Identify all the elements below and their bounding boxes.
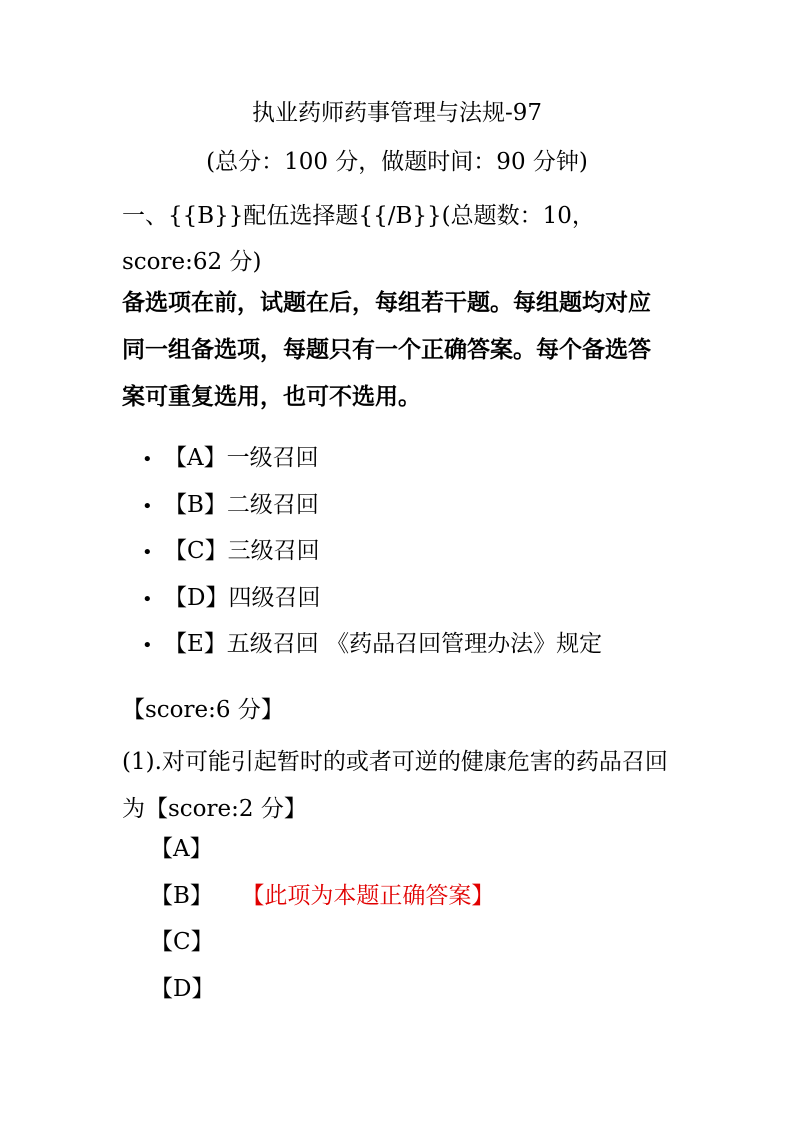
option-text: 【B】二级召回	[164, 491, 319, 518]
answer-label: 【B】	[150, 882, 213, 909]
bullet-icon: •	[142, 495, 153, 517]
section-instructions: 备选项在前，试题在后，每组若干题。每组题均对应同一组备选项，每题只有一个正确答案。每个备选答案可重复选用，也可不选用。	[122, 290, 651, 410]
option-item-e	[142, 626, 702, 673]
answer-list	[150, 831, 650, 1017]
correct-answer-marker: 【此项为本题正确答案】	[252, 882, 495, 909]
answer-label: 【D】	[150, 975, 215, 1002]
option-item-a	[142, 440, 702, 487]
answer-d	[150, 971, 650, 1018]
option-text: 【A】一级召回	[164, 445, 319, 471]
bullet-icon: •	[142, 542, 153, 563]
option-text: 【E】五级召回 《药品召回管理办法》规定	[164, 631, 603, 657]
answer-a	[150, 831, 650, 878]
document-title: 执业药师药事管理与法规-97	[251, 100, 543, 126]
section-heading: 一、{{B}}配伍选择题{{/B}}(总题数：10，score:62 分)	[122, 203, 595, 275]
answer-label: 【A】	[150, 836, 213, 862]
option-item-c	[142, 533, 702, 580]
option-text: 【C】三级召回	[164, 538, 320, 564]
option-list	[142, 440, 702, 673]
option-text: 【D】四级召回	[164, 584, 321, 611]
answer-c	[150, 924, 650, 971]
bullet-icon: •	[142, 449, 153, 470]
bullet-icon: •	[142, 588, 153, 610]
answer-label: 【C】	[150, 929, 214, 955]
answer-b	[150, 878, 650, 925]
option-item-b	[142, 487, 702, 534]
document-subtitle: (总分：100 分，做题时间：90 分钟)	[206, 149, 588, 175]
question-text: (1).对可能引起暂时的或者可逆的健康危害的药品召回为【score:2 分】	[122, 749, 668, 822]
option-item-d	[142, 580, 702, 627]
group-score: 【score:6 分】	[122, 697, 284, 723]
bullet-icon: •	[142, 635, 153, 656]
